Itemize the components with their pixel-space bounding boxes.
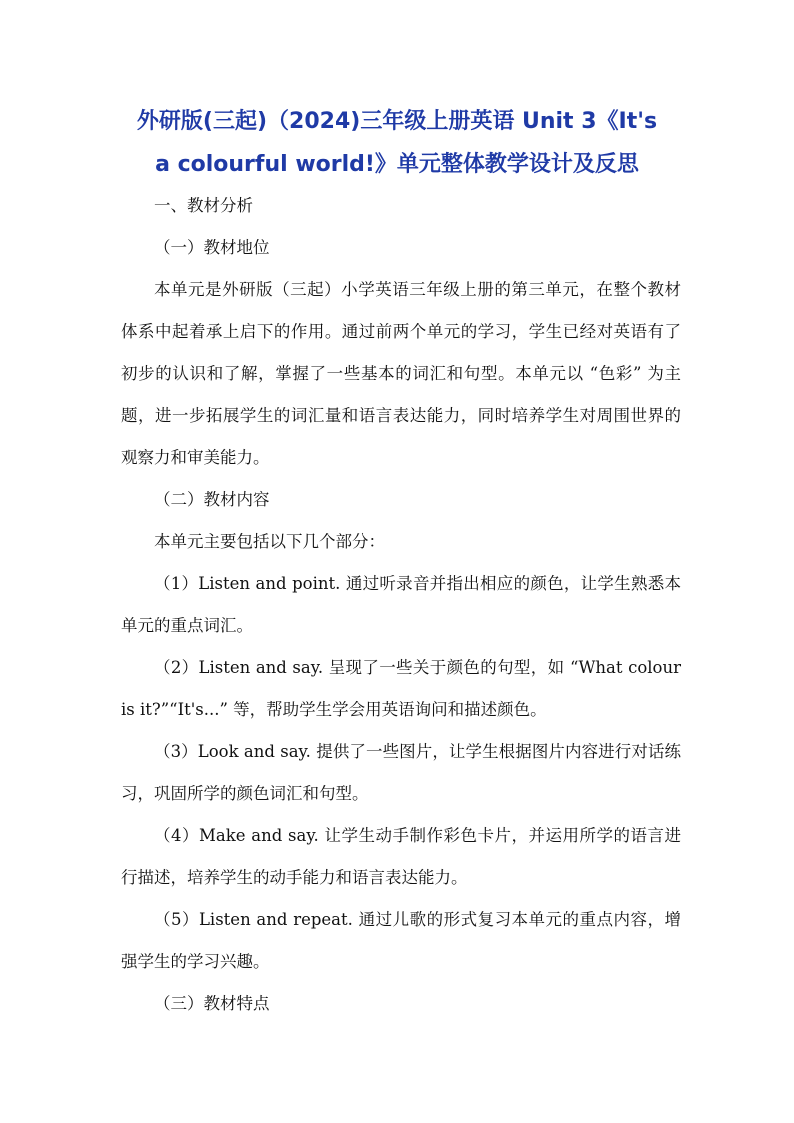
list-item-listen-and-repeat: （5）Listen and repeat. 通过儿歌的形式复习本单元的重点内容，增强学生的学习兴趣。 — [121, 910, 681, 971]
list-item-make-and-say: （4）Make and say. 让学生动手制作彩色卡片，并运用所学的语言进行描述，培养学生的动手能力和语言表达能力。 — [121, 826, 681, 887]
subsection-heading-textbook-content: （二）教材内容 — [154, 490, 270, 509]
list-item-look-and-say: （3）Look and say. 提供了一些图片，让学生根据图片内容进行对话练习，巩固所学的颜色词汇和句型。 — [121, 742, 681, 803]
section-heading-textbook-analysis: 一、教材分析 — [154, 196, 253, 215]
title-line-2: a colourful world!》单元整体教学设计及反思 — [155, 152, 639, 177]
document-title — [100, 100, 694, 186]
list-item-listen-and-say: （2）Listen and say. 呈现了一些关于颜色的句型，如 “What colour is it?”“It's...” 等，帮助学生学会用英语询问和描述颜色。 — [121, 658, 681, 719]
title-line-1: 外研版(三起)（2024)三年级上册英语 Unit 3《It's — [136, 109, 658, 134]
paragraph-content-intro: 本单元主要包括以下几个部分： — [154, 532, 385, 551]
paragraph-textbook-position: 本单元是外研版（三起）小学英语三年级上册的第三单元，在整个教材体系中起着承上启下的作用。通过前两个单元的学习，学生已经对英语有了初步的认识和了解，掌握了一些基本的词汇和句型。本单元以 “色彩” 为主题，进一步拓展学生的词汇量和语言表达能力，同时培养学生对周围世界的观察力和审美能力。 — [121, 280, 681, 467]
subsection-heading-textbook-position: （一）教材地位 — [154, 238, 270, 257]
subsection-heading-textbook-features: （三）教材特点 — [154, 994, 270, 1013]
document-body — [121, 185, 681, 1025]
list-item-listen-and-point: （1）Listen and point. 通过听录音并指出相应的颜色，让学生熟悉本单元的重点词汇。 — [121, 574, 681, 635]
